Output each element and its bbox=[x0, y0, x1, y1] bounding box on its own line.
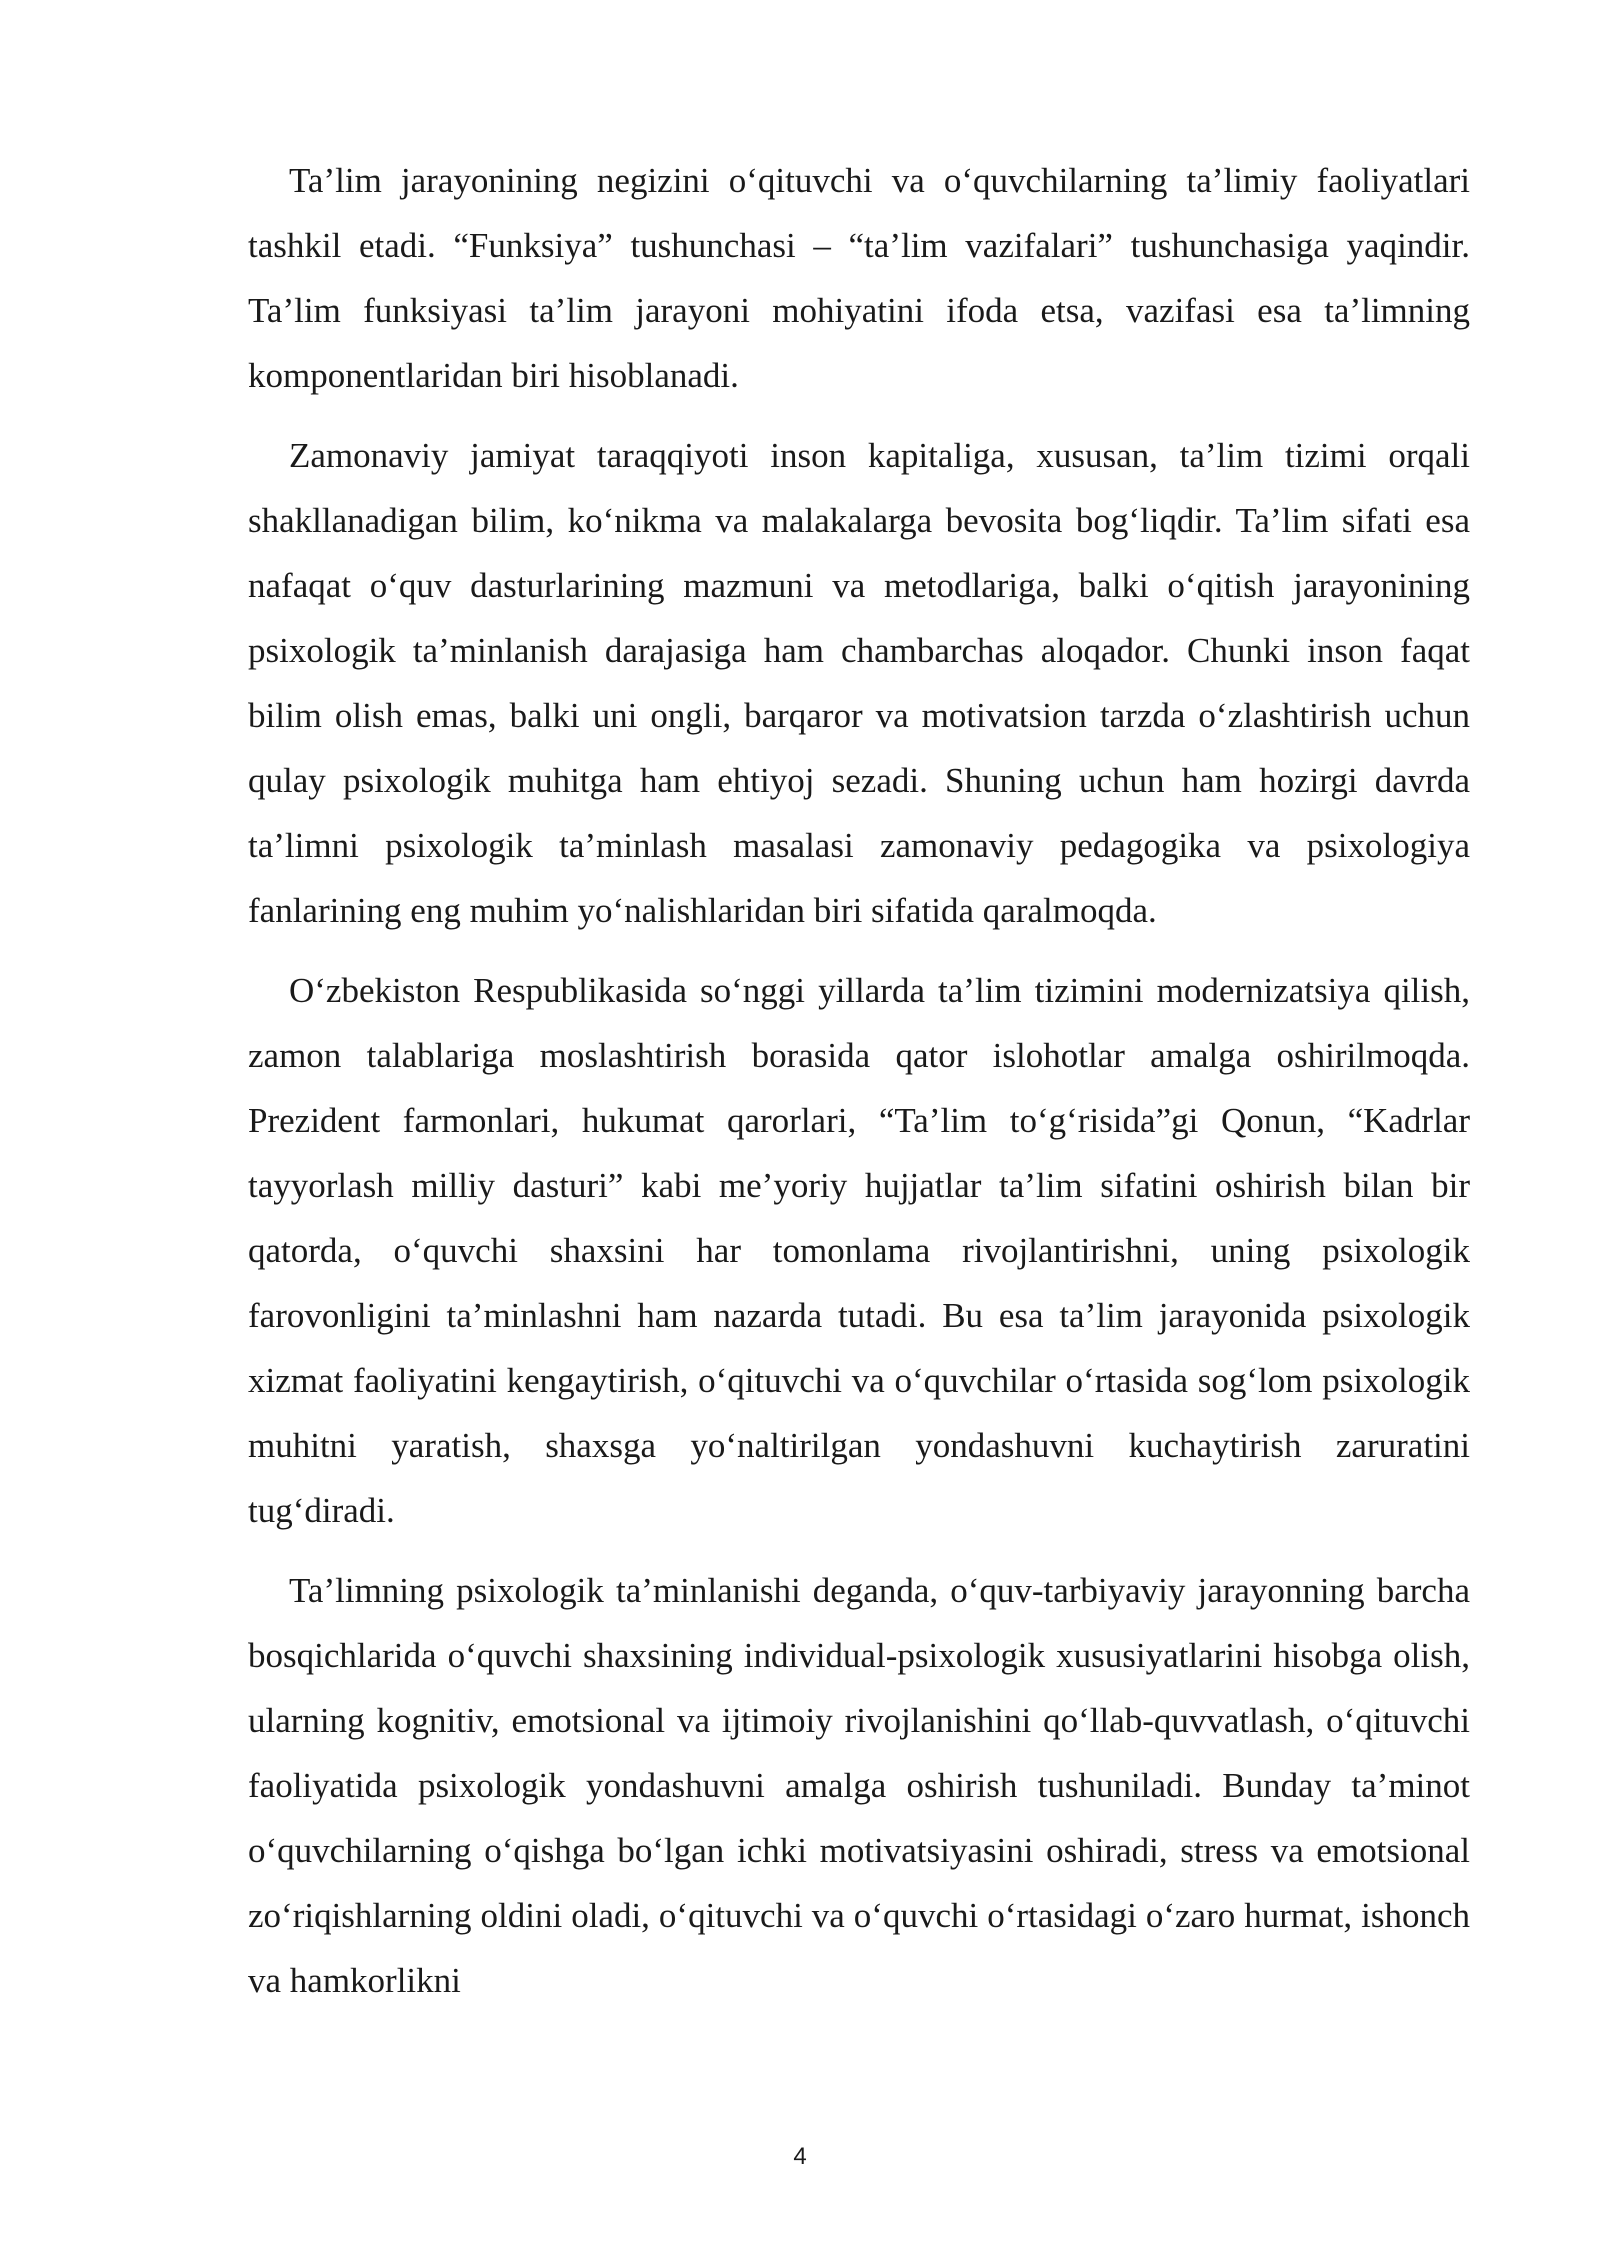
body-text bbox=[248, 148, 1470, 2028]
paragraph-4: Ta’limning psixologik ta’minlanishi deganda, o‘quv-tarbiyaviy jarayonning barcha bosqichlarida o‘quvchi shaxsining individual-psixologik xususiyatlarini hisobga olish, ularning kognitiv, emotsional va ijtimoiy rivojlanishini qo‘llab-quvvatlash, o‘qituvchi faoliyatida psixologik yondashuvni amalga oshirish tushuniladi. Bunday ta’minot o‘quvchilarning o‘qishga bo‘lgan ichki motivatsiyasini oshiradi, stress va emotsional zo‘riqishlarning oldini oladi, o‘qituvchi va o‘quvchi o‘rtasidagi o‘zaro hurmat, ishonch va hamkorlikni bbox=[248, 1571, 1470, 2000]
paragraph-3: O‘zbekiston Respublikasida so‘nggi yillarda ta’lim tizimini modernizatsiya qilish, zamon talablariga moslashtirish borasida qator islohotlar amalga oshirilmoqda. Prezident farmonlari, hukumat qarorlari, “Ta’lim to‘g‘risida”gi Qonun, “Kadrlar tayyorlash milliy dasturi” kabi me’yoriy hujjatlar ta’lim sifatini oshirish bilan bir qatorda, o‘quvchi shaxsini har tomonlama rivojlantirishni, uning psixologik farovonligini ta’minlashni ham nazarda tutadi. Bu esa ta’lim jarayonida psixologik xizmat faoliyatini kengaytirish, o‘qituvchi va o‘quvchilar o‘rtasida sog‘lom psixologik muhitni yaratish, shaxsga yo‘naltirilgan yondashuvni kuchaytirish zaruratini tug‘diradi. bbox=[248, 971, 1470, 1530]
paragraph-1: Ta’lim jarayonining negizini o‘qituvchi va o‘quvchilarning ta’limiy faoliyatlari tashkil etadi. “Funksiya” tushunchasi – “ta’lim vazifalari” tushunchasiga yaqindir. Ta’lim funksiyasi ta’lim jarayoni mohiyatini ifoda etsa, vazifasi esa ta’limning komponentlaridan biri hisoblanadi. bbox=[248, 161, 1470, 395]
page-number: 4 bbox=[793, 2143, 807, 2170]
paragraph-2: Zamonaviy jamiyat taraqqiyoti inson kapitaliga, xususan, ta’lim tizimi orqali shakllanadigan bilim, ko‘nikma va malakalarga bevosita bog‘liqdir. Ta’lim sifati esa nafaqat o‘quv dasturlarining mazmuni va metodlariga, balki o‘qitish jarayonining psixologik ta’minlanish darajasiga ham chambarchas aloqador. Chunki inson faqat bilim olish emas, balki uni ongli, barqaror va motivatsion tarzda o‘zlashtirish uchun qulay psixologik muhitga ham ehtiyoj sezadi. Shuning uchun ham hozirgi davrda ta’limni psixologik ta’minlash masalasi zamonaviy pedagogika va psixologiya fanlarining eng muhim yo‘nalishlaridan biri sifatida qaralmoqda. bbox=[248, 436, 1470, 930]
